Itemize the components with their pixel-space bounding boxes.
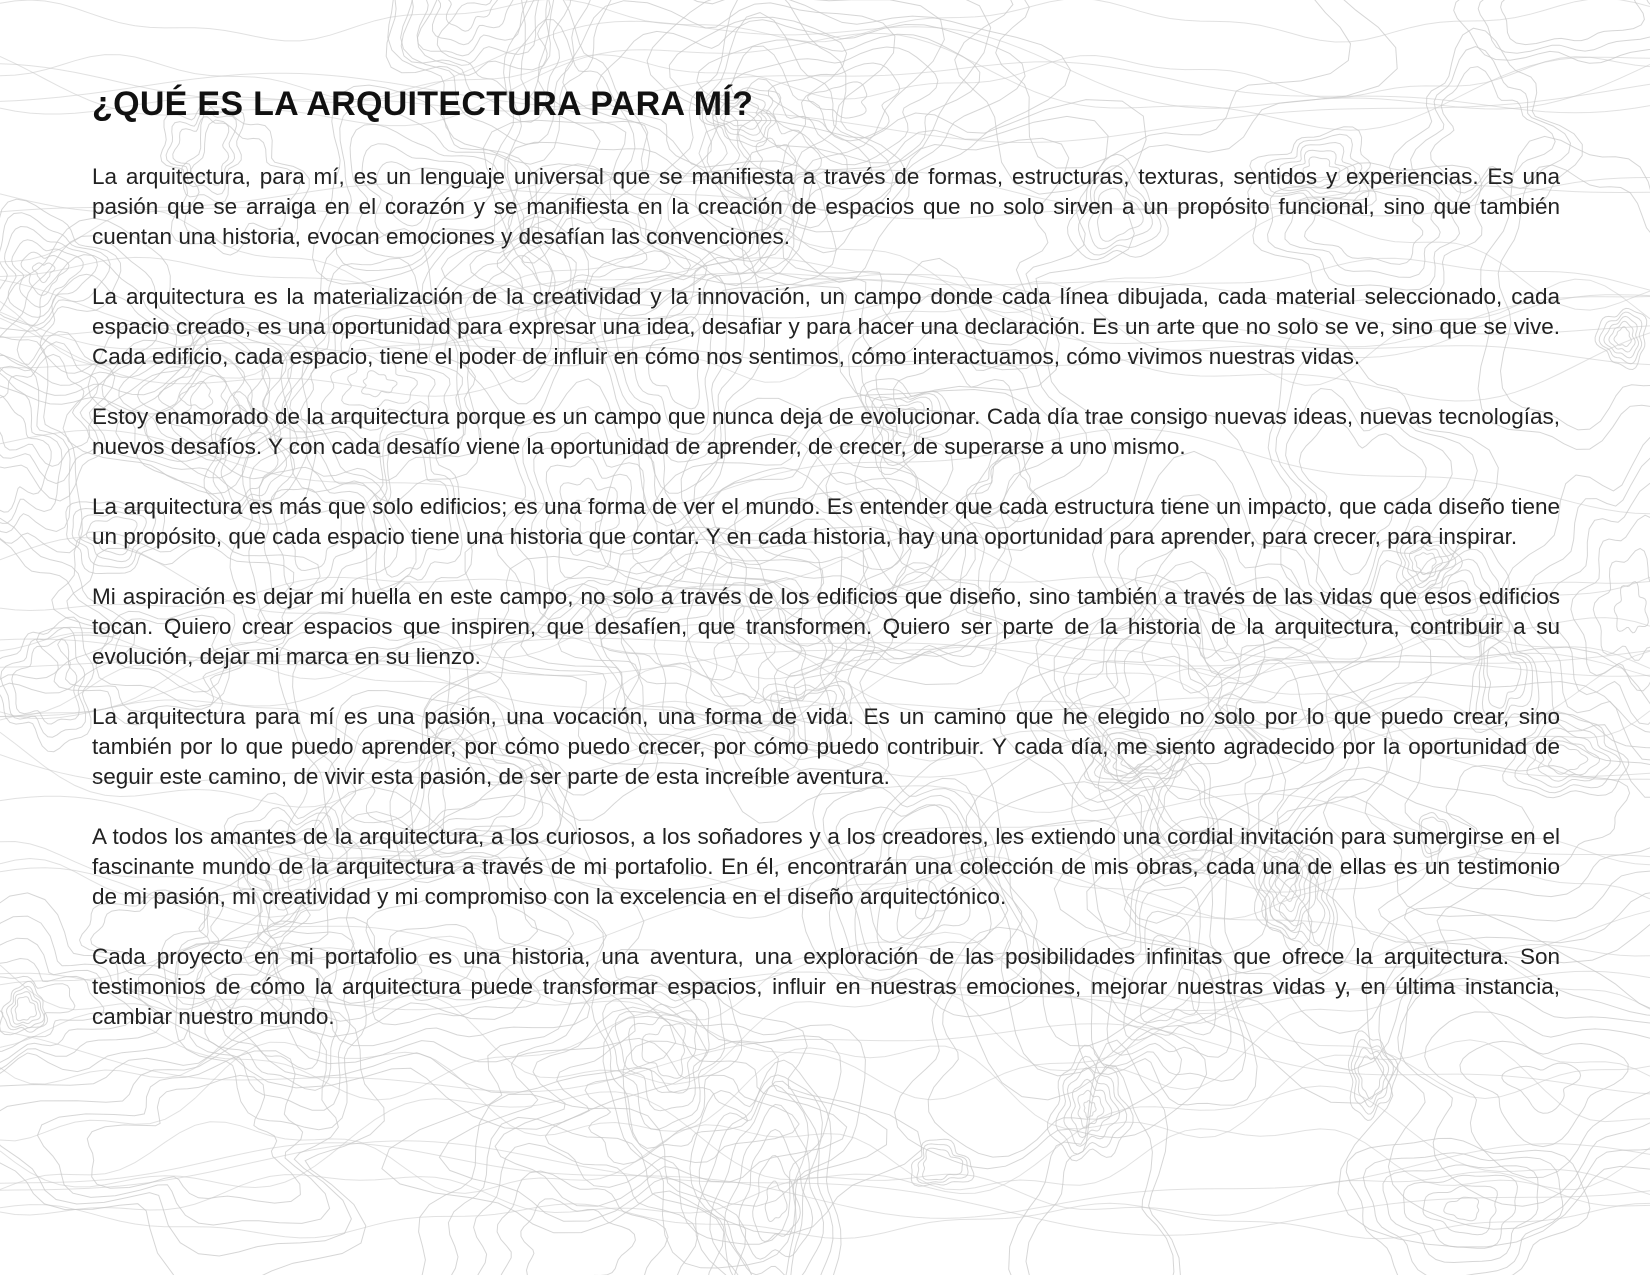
paragraph-6: La arquitectura para mí es una pasión, una vocación, una forma de vida. Es un camino que he elegido no solo por lo que puedo crear, sino también por lo que puedo aprender, por cómo puedo crecer, por cómo puedo contribuir. Y cada día, me siento agradecido por la oportunidad de seguir este camino, de vivir esta pasión, de ser parte de esta increíble aventura. <box>92 704 1560 789</box>
paragraph-5: Mi aspiración es dejar mi huella en este campo, no solo a través de los edificios que diseño, sino también a través de las vidas que esos edificios tocan. Quiero crear espacios que inspiren, que desafíen, que transformen. Quiero ser parte de la historia de la arquitectura, contribuir a su evolución, dejar mi marca en su lienzo. <box>92 584 1560 669</box>
paragraph-7: A todos los amantes de la arquitectura, a los curiosos, a los soñadores y a los creadores, les extiendo una cordial invitación para sumergirse en el fascinante mundo de la arquitectura a través de mi portafolio. En él, encontrarán una colección de mis obras, cada una de ellas es un testimonio de mi pasión, mi creatividad y mi compromiso con la excelencia en el diseño arquitectónico. <box>92 824 1560 909</box>
paragraph-4: La arquitectura es más que solo edificios; es una forma de ver el mundo. Es entender que cada estructura tiene un impacto, que cada diseño tiene un propósito, que cada espacio tiene una historia que contar. Y en cada historia, hay una oportunidad para aprender, para crecer, para inspirar. <box>92 494 1560 549</box>
paragraph-1: La arquitectura, para mí, es un lenguaje universal que se manifiesta a través de formas, estructuras, texturas, sentidos y experiencias. Es una pasión que se arraiga en el corazón y se manifiesta en la creación de espacios que no solo sirven a un propósito funcional, sino que también cuentan una historia, evocan emociones y desafían las convenciones. <box>92 164 1560 249</box>
page-content <box>92 80 1560 1062</box>
paragraph-3: Estoy enamorado de la arquitectura porque es un campo que nunca deja de evolucionar. Cada día trae consigo nuevas ideas, nuevas tecnologías, nuevos desafíos. Y con cada desafío viene la oportunidad de aprender, de crecer, de superarse a uno mismo. <box>92 404 1560 459</box>
paragraph-8: Cada proyecto en mi portafolio es una historia, una aventura, una exploración de las posibilidades infinitas que ofrece la arquitectura. Son testimonios de cómo la arquitectura puede transformar espacios, influir en nuestras emociones, mejorar nuestras vidas y, en última instancia, cambiar nuestro mundo. <box>92 944 1560 1029</box>
page-title: ¿QUÉ ES LA ARQUITECTURA PARA MÍ? <box>92 85 754 123</box>
paragraph-2: La arquitectura es la materialización de la creatividad y la innovación, un campo donde cada línea dibujada, cada material seleccionado, cada espacio creado, es una oportunidad para expresar una idea, desafiar y para hacer una declaración. Es un arte que no solo se ve, sino que se vive. Cada edificio, cada espacio, tiene el poder de influir en cómo nos sentimos, cómo interactuamos, cómo vivimos nuestras vidas. <box>92 284 1560 369</box>
